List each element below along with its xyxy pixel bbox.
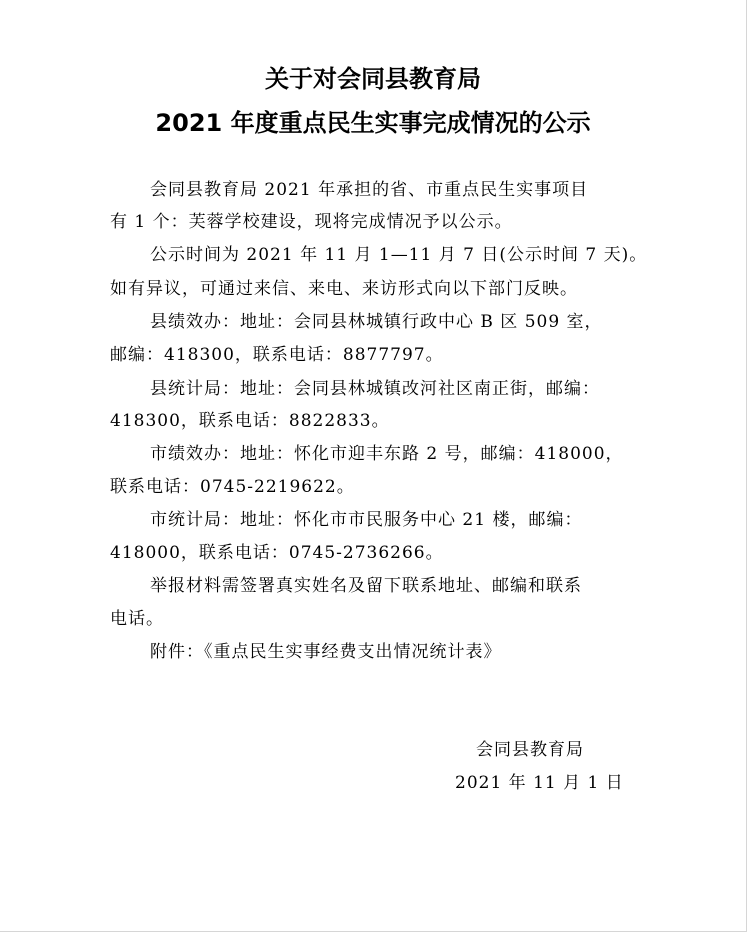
contact-city-statistics-line: 市统计局：地址：怀化市市民服务中心 21 楼，邮编： (150, 510, 583, 530)
contact-county-statistics-line: 县统计局：地址：会同县林城镇改河社区南正街，邮编： (150, 379, 600, 399)
contact-county-performance-line: 邮编：418300，联系电话：8877797。 (110, 345, 444, 365)
document-title-line-2: 2021 年度重点民生实事完成情况的公示 (155, 109, 591, 137)
document-title-line-1: 关于对会同县教育局 (265, 65, 481, 93)
signature-organization: 会同县教育局 (476, 740, 584, 760)
contact-city-performance-line: 市绩效办：地址：怀化市迎丰东路 2 号，邮编：418000， (150, 444, 624, 464)
contact-county-statistics-line: 418300，联系电话：8822833。 (110, 411, 390, 431)
paragraph-intro-line: 会同县教育局 2021 年承担的省、市重点民生实事项目 (150, 180, 589, 200)
paragraph-period-line: 公示时间为 2021 年 11 月 1—11 月 7 日(公示时间 7 天)。 (150, 245, 648, 265)
paragraph-report-line: 电话。 (110, 609, 164, 629)
paragraph-report-line: 举报材料需签署真实姓名及留下联系地址、邮编和联系 (150, 576, 582, 596)
contact-city-statistics-line: 418000，联系电话：0745-2736266。 (110, 543, 444, 563)
paragraph-period-line: 如有异议，可通过来信、来电、来访形式向以下部门反映。 (110, 279, 578, 299)
paragraph-intro-line: 有 1 个：芙蓉学校建设，现将完成情况予以公示。 (110, 212, 513, 232)
contact-county-performance-line: 县绩效办：地址：会同县林城镇行政中心 B 区 509 室， (150, 312, 603, 332)
attachment-line: 附件：《重点民生实事经费支出情况统计表》 (150, 642, 502, 662)
signature-date: 2021 年 11 月 1 日 (455, 773, 624, 793)
contact-city-performance-line: 联系电话：0745-2219622。 (110, 477, 355, 497)
